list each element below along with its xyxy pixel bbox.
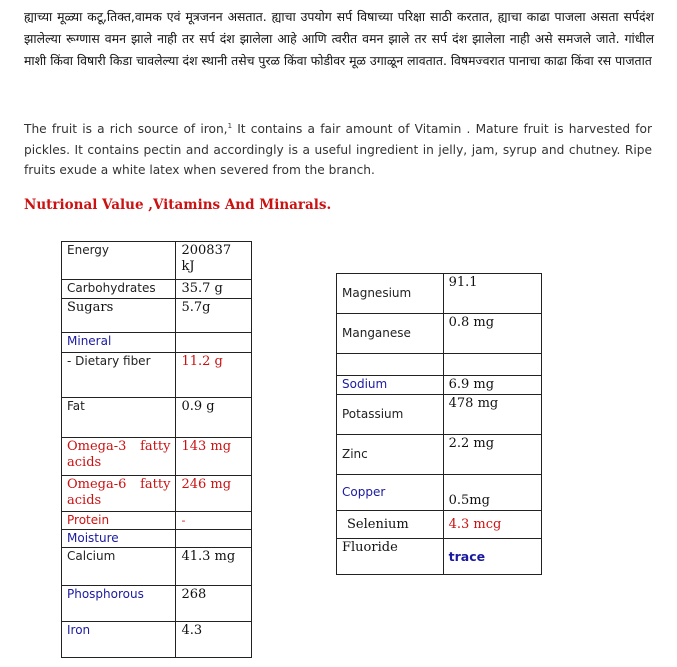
nutrition-heading: Nutrional Value ,Vitamins And Minarals.	[24, 197, 332, 213]
table-cell-label: Fluoride	[337, 539, 444, 575]
table-row	[62, 353, 252, 398]
table-row	[337, 511, 542, 539]
table-cell-value: 0.8 mg	[443, 314, 541, 354]
table-row	[62, 333, 252, 353]
table-cell-label: Omega-6 fatty acids	[62, 476, 176, 512]
table-cell-label: Selenium	[337, 511, 444, 539]
table-cell-value	[443, 354, 541, 376]
table-row	[62, 242, 252, 280]
table-row	[62, 299, 252, 333]
table-cell-label: Omega-3 fatty acids	[62, 438, 176, 476]
table-cell-label: Zinc	[337, 435, 444, 475]
table-cell-label: Moisture	[62, 530, 176, 548]
table-row	[337, 274, 542, 314]
table-cell-label: Energy	[62, 242, 176, 280]
table-cell-label: Sugars	[62, 299, 176, 333]
table-cell-label: Manganese	[337, 314, 444, 354]
table-row	[62, 530, 252, 548]
table-cell-label: - Dietary fiber	[62, 353, 176, 398]
table-cell-label: Phosphorous	[62, 586, 176, 622]
table-cell-value: -	[176, 512, 252, 530]
table-cell-value: 11.2 g	[176, 353, 252, 398]
table-row	[62, 476, 252, 512]
nutrition-table-1	[61, 241, 252, 658]
table-row	[62, 280, 252, 299]
table-cell-label: Sodium	[337, 376, 444, 395]
footnote-marker: 1	[227, 122, 233, 130]
table-cell-label: Carbohydrates	[62, 280, 176, 299]
table-cell-value: 246 mg	[176, 476, 252, 512]
table-cell-label	[337, 354, 444, 376]
table-row	[337, 475, 542, 511]
table-cell-label: Magnesium	[337, 274, 444, 314]
nutrition-table-2	[336, 273, 542, 575]
table-row	[62, 512, 252, 530]
table-row	[337, 539, 542, 575]
table-cell-value: 143 mg	[176, 438, 252, 476]
table-row	[62, 622, 252, 658]
english-paragraph	[24, 116, 652, 181]
table-cell-label: Copper	[337, 475, 444, 511]
table-cell-value: 2.2 mg	[443, 435, 541, 475]
table-cell-value: 41.3 mg	[176, 548, 252, 586]
table-cell-label: Fat	[62, 398, 176, 438]
table-cell-value	[176, 333, 252, 353]
table-row	[337, 354, 542, 376]
table-cell-label: Iron	[62, 622, 176, 658]
table-cell-value: 0.5mg	[443, 475, 541, 511]
table-cell-value: 5.7g	[176, 299, 252, 333]
table-cell-label: Potassium	[337, 395, 444, 435]
table-row	[337, 435, 542, 475]
table-row	[337, 314, 542, 354]
table-row	[337, 395, 542, 435]
table-row	[337, 376, 542, 395]
table-row	[62, 398, 252, 438]
table-cell-value: 0.9 g	[176, 398, 252, 438]
table-cell-label: Calcium	[62, 548, 176, 586]
table-cell-value: 4.3 mcg	[443, 511, 541, 539]
marathi-paragraph: ह्याच्या मूळ्या कटू,तिक्त,वामक एवं मूत्रजनन असतात. ह्याचा उपयोग सर्प विषाच्या परिक्षा साठी करतात, ह्याचा काढा पाजला असता सर्पदंश झालेल्या रूग्णास वमन झाले नाही तर सर्प दंश झालेला आहे आणि त्वरीत वमन झाले तर सर्प दंश झालेला नाही असे समजले जाते. गांधील माशी किंवा विषारी किडा चावलेल्या दंश स्थानी तसेच पुरळ किंवा फोडीवर मूळ उगाळून लावतात. विषमज्वरात पानाचा काढा किंवा रस पाजतात	[24, 9, 654, 68]
table-cell-label: Protein	[62, 512, 176, 530]
table-cell-value	[176, 530, 252, 548]
table-cell-label: Mineral	[62, 333, 176, 353]
table-cell-value: 478 mg	[443, 395, 541, 435]
table-cell-value: 35.7 g	[176, 280, 252, 299]
table-row	[62, 586, 252, 622]
english-text-part1: The fruit is a rich source of iron,	[24, 122, 228, 136]
english-text-part2: It contains a fair amount of Vitamin . Mature fruit is harvested for pickles. It contains pectin and accordingly is a useful ingredient in jelly, jam, syrup and chutney. Ripe fruits exude a white latex when severed from the branch.	[24, 122, 652, 177]
table-cell-value: 4.3	[176, 622, 252, 658]
table-row	[62, 438, 252, 476]
table-cell-value: 268	[176, 586, 252, 622]
table-row	[62, 548, 252, 586]
table-cell-value: 200837 kJ	[176, 242, 252, 280]
table-cell-value: trace	[443, 539, 541, 575]
table-cell-value: 91.1	[443, 274, 541, 314]
table-cell-value: 6.9 mg	[443, 376, 541, 395]
